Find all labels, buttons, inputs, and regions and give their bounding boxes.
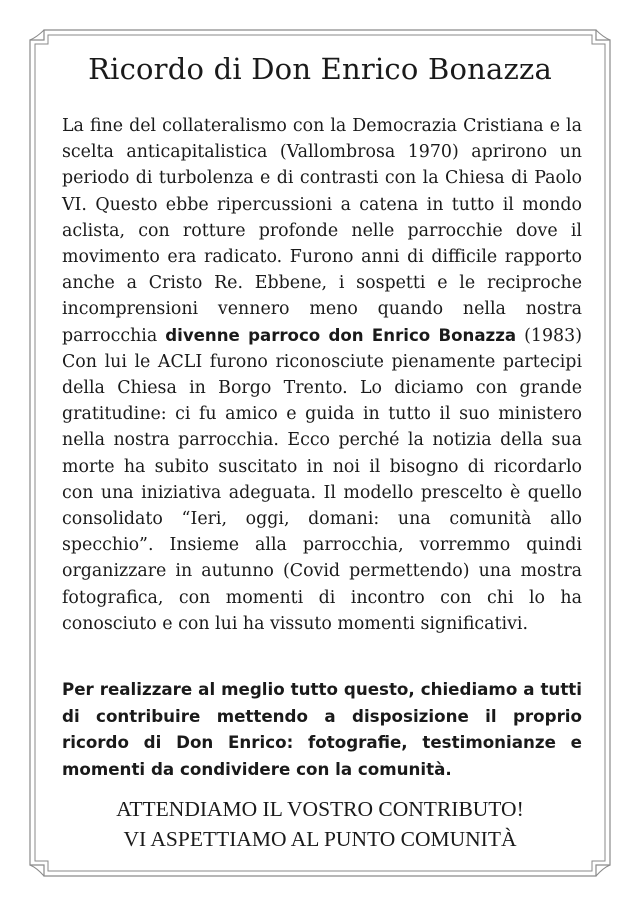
closing-line-1: ATTENDIAMO IL VOSTRO CONTRIBUTO! — [116, 797, 524, 821]
appeal-paragraph: Per realizzare al meglio tutto questo, chiediamo a tutti di contribuire mettendo a disposizione il proprio ricordo di Don Enrico: fotografie, testimonianze e momenti da condividere con la comunità. — [62, 679, 582, 779]
body-text-part-1: La fine del collateralismo con la Democrazia Cristiana e la scelta anticapitalistica (Vallombrosa 1970) aprirono un periodo di turbolenza e di contrasti con la Chiesa di Paolo VI. Questo ebbe ripercussioni a catena in tutto il mondo aclista, con rotture profonde nelle parrocchie dove il movimento era radicato. Furono anni di difficile rapporto anche a Cristo Re. Ebbene, i sospetti e le reciproche incomprensioni vennero meno quando nella nostra parrocchia — [62, 116, 582, 346]
body-text-part-2: (1983) Con lui le ACLI furono riconosciute pienamente partecipi della Chiesa in Borgo Trento. Lo diciamo con grande gratitudine: ci fu amico e guida in tutto il suo ministero nella nostra parrocchia. Ecco perché la notizia della sua morte ha subito suscitato in noi il bisogno di ricordarlo con una iniziativa adeguata. Il modello prescelto è quello consolidato “Ieri, oggi, domani: una comunità allo specchio”. Insieme alla parrocchia, vorremmo quindi organizzare in autunno (Covid permettendo) una mostra fotografica, con momenti di incontro con chi lo ha conosciuto e con lui ha vissuto momenti significativi. — [62, 325, 582, 634]
closing-line-2: VI ASPETTIAMO AL PUNTO COMUNITÀ — [123, 827, 517, 851]
closing-block — [0, 794, 640, 854]
body-text-bold: divenne parroco don Enrico Bonazza — [165, 325, 517, 345]
body-paragraph — [62, 113, 582, 637]
page-title: Ricordo di Don Enrico Bonazza — [88, 52, 552, 86]
